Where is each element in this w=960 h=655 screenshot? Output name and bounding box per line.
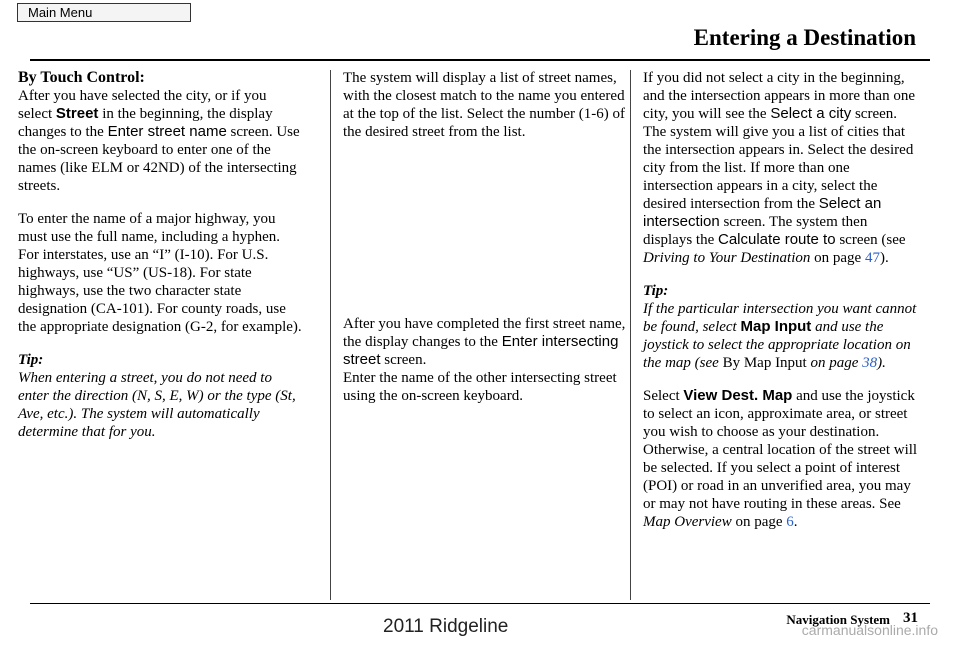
screen-term-enter-street-name: Enter street name [107, 123, 227, 140]
cross-reference: Map Overview [643, 514, 732, 530]
page-link[interactable]: 6 [786, 514, 794, 530]
screen-term-select-an-intersection: Select an intersection [643, 195, 882, 230]
screen-term-street: Street [55, 105, 99, 122]
text: ). [877, 355, 886, 371]
page-link[interactable]: 47 [864, 250, 880, 266]
text: ). [879, 250, 889, 266]
text: screen. Use the on-screen keyboard to enter one of the names (like ELM or 42ND) of the intersecting streets. [18, 124, 300, 194]
paragraph: To enter the name of a major highway, you must use the full name, including a hyphen. For interstates, use an “I” (I-10). For U.S. highways, use “US” (US-18). For state highways, use the two character state designation (CA-101). For county roads, use the appropriate designation (G-2, for example). [18, 211, 302, 335]
text: screen. [380, 352, 427, 368]
cross-reference: Driving to Your Destination [643, 250, 811, 266]
tip-label: Tip: [643, 283, 669, 299]
text: on page [806, 355, 863, 371]
page-link[interactable]: 38 [862, 355, 878, 371]
text: on page [731, 514, 787, 530]
text: on page [810, 250, 865, 266]
paragraph [643, 69, 918, 267]
tip-text [643, 300, 918, 372]
text: and use the joystick to select the appropriate location on the map (see [643, 319, 911, 371]
section-heading: By Touch Control: [18, 69, 145, 86]
text: If you did not select a city in the beginning, and the intersection appears in more than one city, you will see the [643, 70, 915, 122]
text: . [793, 514, 798, 530]
column-divider [630, 70, 631, 600]
paragraph [643, 387, 918, 531]
tip-label: Tip: [18, 352, 44, 368]
text: Select [643, 388, 684, 404]
model-watermark: 2011 Ridgeline [383, 616, 509, 637]
top-rule [30, 59, 930, 61]
paragraph [343, 315, 628, 405]
text: screen. The system will give you a list of cities that the intersection appears in. Select the desired city from the list. If more than one intersection appears in a city, select the desired intersection from the [643, 106, 914, 212]
text: If the particular intersection you want cannot be found, select [643, 301, 917, 335]
paragraph [18, 87, 303, 195]
page-number: 31 [903, 610, 918, 626]
footer-section-name: Navigation System [786, 612, 890, 627]
tip-text: When entering a street, you do not need to enter the direction (N, S, E, W) or the type (St, Ave, etc.). The system will automatically determine that for you. [18, 370, 296, 440]
text: screen (see [835, 232, 906, 248]
cross-reference: By Map Input [722, 355, 807, 371]
page-title: Entering a Destination [693, 25, 916, 50]
text: After you have completed the first street name, the display changes to the [343, 316, 626, 350]
text: screen. The system then displays the [643, 214, 868, 248]
screen-term-enter-intersecting-street: Enter intersecting street [343, 333, 619, 368]
screen-term-calculate-route-to: Calculate route to [718, 231, 836, 248]
text: and use the joystick to select an icon, approximate area, or street you wish to choose as your destination. Otherwise, a central location of the street will be selected. If you select a point of interest (POI) or road in an unverified area, you may or may not have routing in these areas. See [643, 388, 918, 512]
screen-term-map-input: Map Input [740, 318, 812, 335]
column-2 [343, 69, 628, 405]
paragraph: The system will display a list of street names, with the closest match to the name you entered at the top of the list. Select the number (1-6) of the desired street from the list. [343, 70, 626, 140]
text: Enter the name of the other intersecting street using the on-screen keyboard. [343, 370, 617, 404]
site-watermark: carmanualsonline.info [801, 622, 938, 638]
column-3 [643, 69, 918, 531]
text: in the beginning, the display changes to the [18, 106, 273, 140]
column-divider [330, 70, 331, 600]
screen-term-view-dest-map: View Dest. Map [683, 387, 793, 404]
bottom-rule [30, 603, 930, 604]
column-1 [18, 69, 303, 441]
text: After you have selected the city, or if you select [18, 88, 267, 122]
screen-term-select-a-city: Select a city [770, 105, 852, 122]
main-menu-button[interactable]: Main Menu [17, 3, 191, 22]
